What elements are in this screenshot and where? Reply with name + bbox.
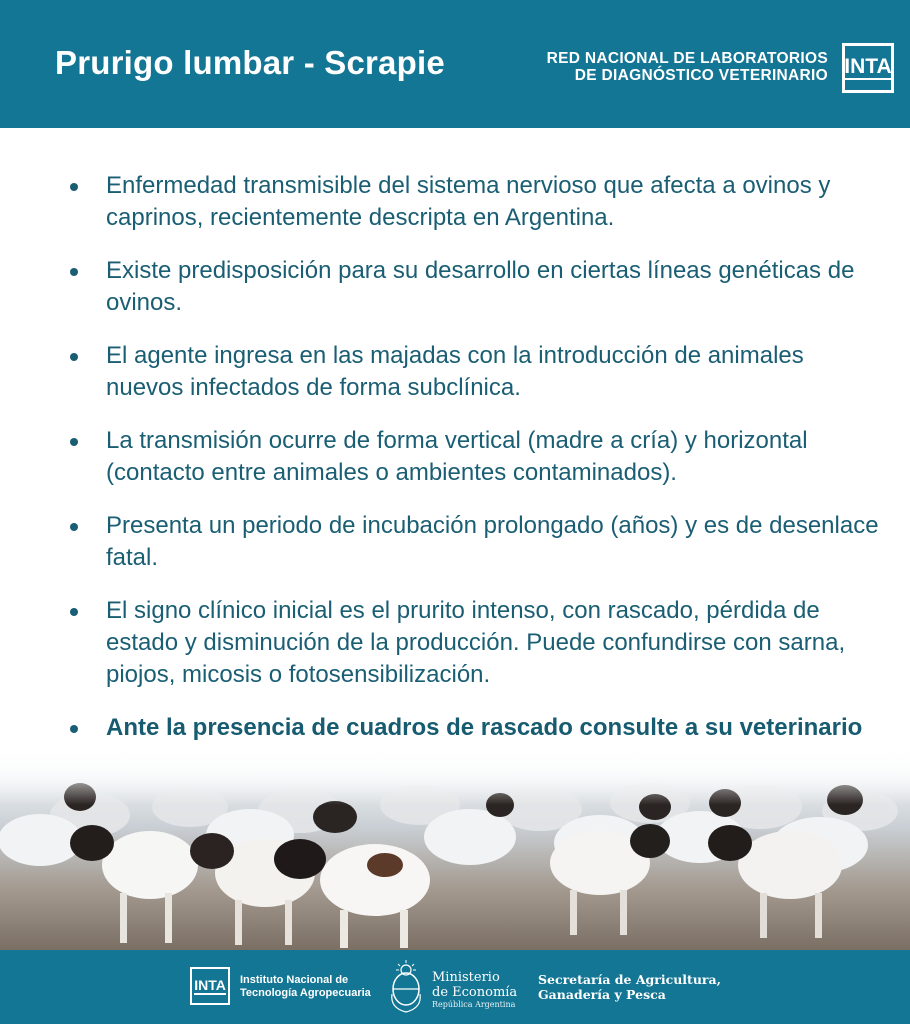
network-name xyxy=(547,50,828,84)
ministry-line2: de Economía xyxy=(432,985,518,1000)
inta-logo-text: INTA xyxy=(844,55,892,78)
list-item: El signo clínico inicial es el prurito intenso, con rascado, pérdida de estado y disminución de la producción. Puede confundirse con sarna, piojos, micosis o fotosensibilización. xyxy=(0,595,910,691)
photo-fade xyxy=(0,745,910,805)
list-item: Existe predisposición para su desarrollo en ciertas líneas genéticas de ovinos. xyxy=(0,255,910,319)
main-content xyxy=(0,170,910,797)
argentina-coat-of-arms-icon xyxy=(388,958,424,1016)
ministry-line1: Ministerio xyxy=(432,970,500,985)
secretaria-line1: Secretaría de Agricultura, xyxy=(538,972,721,987)
inta-name-line1: Instituto Nacional de xyxy=(240,974,349,986)
list-item: La transmisión ocurre de forma vertical (madre a cría) y horizontal (contacto entre animales o ambientes contaminados). xyxy=(0,425,910,489)
inta-footer-logo xyxy=(190,967,230,1005)
list-item: El agente ingresa en las majadas con la introducción de animales nuevos infectados de forma subclínica. xyxy=(0,340,910,404)
ministry-line3: República Argentina xyxy=(432,1000,516,1009)
network-name-line1: RED NACIONAL DE LABORATORIOS xyxy=(546,50,828,67)
sheep-flock-photo xyxy=(0,745,910,950)
inta-name-line2: Tecnología Agropecuaria xyxy=(240,987,371,999)
bullet-list xyxy=(0,170,910,776)
inta-footer-logo-text: INTA xyxy=(194,976,226,993)
header-bar xyxy=(0,0,910,128)
footer-bar xyxy=(0,950,910,1024)
inta-institution-name xyxy=(240,974,371,1000)
network-name-line2: DE DIAGNÓSTICO VETERINARIO xyxy=(574,67,828,84)
ministry-name xyxy=(432,970,517,1010)
secretaria-name xyxy=(538,972,721,1002)
list-item: Enfermedad transmisible del sistema nervioso que afecta a ovinos y caprinos, recientemente descripta en Argentina. xyxy=(0,170,910,234)
inta-logo xyxy=(842,43,894,93)
secretaria-line2: Ganadería y Pesca xyxy=(538,987,666,1002)
list-item-callout: Ante la presencia de cuadros de rascado consulte a su veterinario xyxy=(0,712,910,776)
list-item: Presenta un periodo de incubación prolongado (años) y es de desenlace fatal. xyxy=(0,510,910,574)
page-title: Prurigo lumbar - Scrapie xyxy=(55,44,445,81)
